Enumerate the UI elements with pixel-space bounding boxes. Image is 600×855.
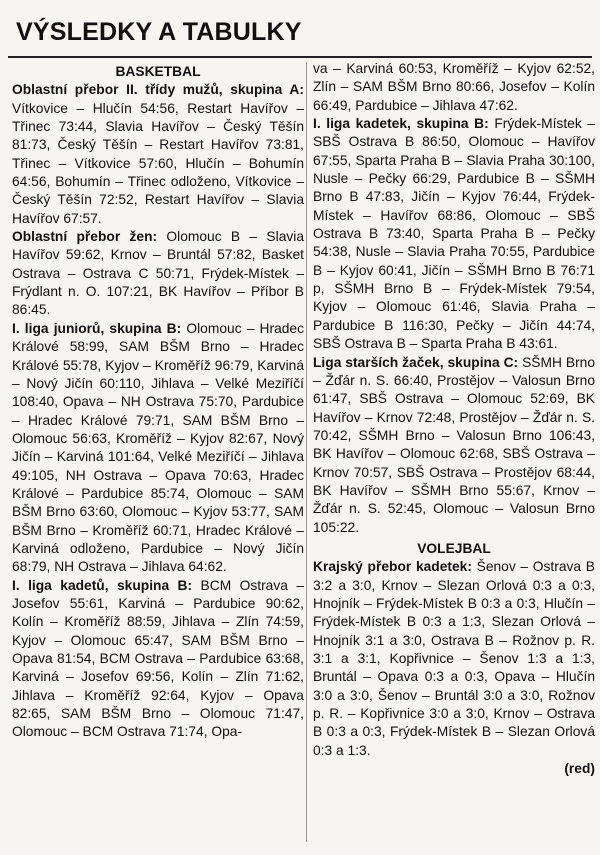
block-heading: Oblastní přebor II. třídy mužů, skupina A:: [12, 82, 304, 98]
block-text: Vítkovice – Hlučín 54:56, Restart Havířov – Třinec 73:44, Slavia Havířov – Český Těšín 81:73, Český Těšín – Restart Havířov 73:81, Třinec – Vítkovice 57:60, Hlučín – Bohumín 64:56, Bohumín – Třinec odloženo, Vítkovice – Český Těšín 72:52, Restart Havířov – Slavia Havířov 67:57.: [12, 100, 304, 226]
result-block: [313, 354, 595, 537]
block-text: Frýdek-Místek – SBŠ Ostrava B 86:50, Olomouc – Havířov 67:55, Sparta Praha B – Slavia Praha 30:100, Nusle – Pečky 66:29, Pardubice B – SŠMH Brno B 47:83, Jičín – Kyjov 76:44, Frýdek-Místek – Havířov 68:86, Olomouc – SBŠ Ostrava B 73:40, Sparta Praha B – Pečky 54:38, Nusle – Slavia Praha 70:55, Pardubice B – Kyjov 60:41, Jičín – SŠMH Brno B 76:71 p, SŠMH Brno B – Frýdek-Místek 79:54, Kyjov – Olomouc 61:46, Slavia Praha – Pardubice B 116:30, Pečky – Jičín 44:74, SBŠ Ostrava B – Sparta Praha B 43:61.: [313, 116, 595, 352]
block-heading: Liga starších žaček, skupina C:: [313, 354, 519, 370]
column-divider: [306, 62, 307, 842]
section-heading-basketball: BASKETBAL: [115, 64, 201, 79]
block-text: Olomouc B – Slavia Havířov 59:62, Krnov – Bruntál 57:82, Basket Ostrava – Ostrava C 50:71, Frýdek-Místek – Frýdlant n. O. 107:21, BK Havířov – Příbor B 86:45.: [12, 229, 304, 318]
continued-text: va – Karviná 60:53, Kroměříž – Kyjov 62:52, Zlín – SAM BŠM Brno 80:66, Josefov – Kolín 66:49, Pardubice – Jihlava 47:62.: [313, 61, 595, 113]
result-block: [313, 558, 595, 760]
result-block: [12, 320, 304, 577]
block-text: Olomouc – Hradec Králové 58:99, SAM BŠM Brno – Hradec Králové 55:78, Kyjov – Kroměříž 96:79, Karviná – Nový Jičín 60:110, Jihlava – Velké Meziříčí 108:40, Opava – NH Ostrava 75:70, Pardubice – Hradec Králové 79:71, SAM BŠM Brno – Olomouc 56:63, Kroměříž – Kyjov 82:67, Nový Jičín – Karviná 101:64, Velké Meziříčí – Jihlava 49:105, NH Ostrava – Opava 70:63, Hradec Králové – Pardubice 85:74, Olomouc – SAM BŠM Brno 63:60, Olomouc – Kyjov 53:77, SAM BŠM Brno – Kroměříž 60:71, Hradec Králové – Karviná odloženo, Pardubice – Nový Jičín 68:79, NH Ostrava – Jihlava 64:62.: [12, 320, 305, 575]
section-heading-volleyball: VOLEJBAL: [417, 540, 491, 556]
author-credit: (red): [564, 761, 595, 777]
right-column: [313, 60, 595, 778]
left-column: [12, 60, 304, 742]
block-heading: Krajský přebor kadetek:: [313, 559, 472, 575]
block-text: BCM Ostrava – Josefov 55:61, Karviná – Pardubice 90:62, Kolín – Kroměříž 88:59, Jihlava – Zlín 74:59, Kyjov – Olomouc 65:47, SAM BŠM Brno – Opava 81:54, BCM Ostrava – Pardubice 63:68, Karviná – Josefov 69:56, Kolín – Zlín 71:62, Jihlava – Kroměříž 92:64, Kyjov – Opava 82:65, SAM BŠM Brno – Olomouc 71:47, Olomouc – BCM Ostrava 71:74, Opa-: [12, 577, 304, 740]
result-block: [12, 81, 304, 228]
block-text: SŠMH Brno – Žďár n. S. 66:40, Prostějov – Valosun Brno 61:47, SBŠ Ostrava – Olomouc 52:69, BK Havířov – Krnov 72:48, Prostějov – Žďár n. S. 70:42, SŠMH Brno – Valosun Brno 106:43, BK Havířov – Olomouc 62:68, SBŠ Ostrava – Krnov 70:57, SBŠ Ostrava – Prostějov 68:44, BK Havířov – SŠMH Brno 55:67, Krnov – Žďár n. S. 52:45, Olomouc – Valosun Brno 105:22.: [313, 354, 596, 535]
result-block: [12, 577, 304, 742]
block-text: Šenov – Ostrava B 3:2 a 3:0, Krnov – Slezan Orlová 0:3 a 0:3, Hnojník – Frýdek-Místek B 0:3 a 0:3, Hlučín – Frýdek-Místek B 0:3 a 1:3, Slezan Orlová – Hnojník 3:1 a 3:0, Ostrava B – Rožnov p. R. 3:1 a 3:1, Kopřivnice – Šenov 1:3 a 1:3, Bruntál – Opava 0:3 a 0:3, Opava – Hlučín 3:0 a 3:0, Šenov – Bruntál 3:0 a 3:0, Rožnov p. R. – Kopřivnice 3:0 a 3:0, Krnov – Ostrava B 0:3 a 0:3, Frýdek-Místek B – Slezan Orlová 0:3 a 1:3.: [313, 559, 595, 758]
result-block: [313, 115, 595, 353]
block-heading: I. liga juniorů, skupina B:: [12, 320, 182, 336]
block-heading: Oblastní přebor žen:: [12, 229, 158, 245]
page-title: VÝSLEDKY A TABULKY: [16, 18, 302, 46]
masthead: [8, 6, 592, 58]
block-heading: I. liga kadetek, skupina B:: [313, 116, 489, 132]
block-heading: I. liga kadetů, skupina B:: [12, 577, 193, 593]
result-block: [12, 228, 304, 320]
